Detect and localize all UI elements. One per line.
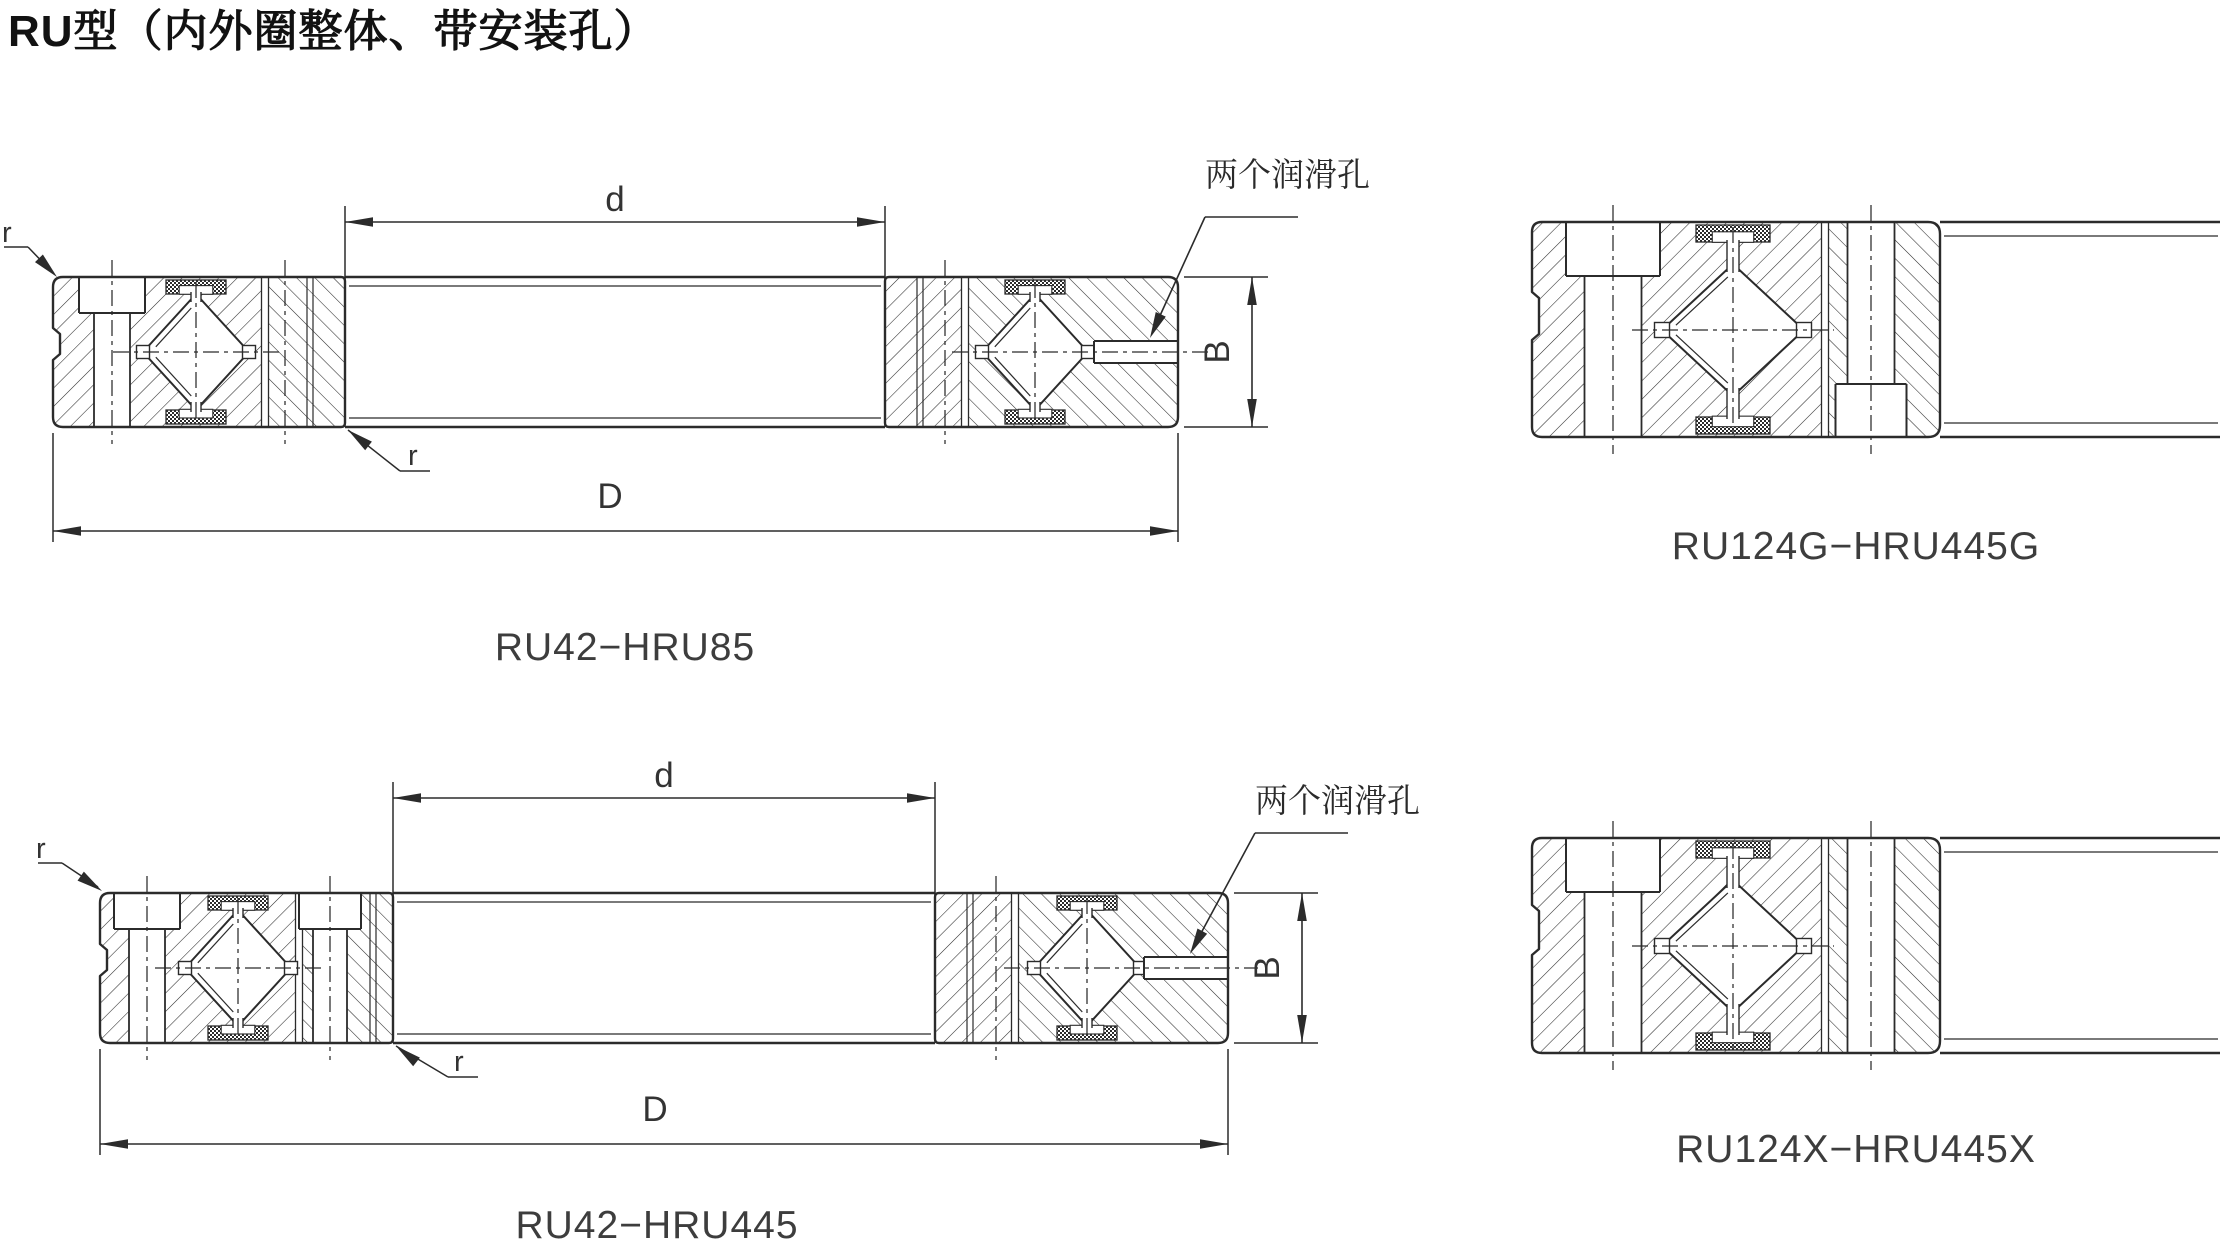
dim-label-B: B (1198, 340, 1237, 364)
part-label-ru124x-hru445x: RU124X−HRU445X (1676, 1128, 2036, 1171)
dim-label-D: D (597, 477, 623, 516)
dim-label-d: d (654, 756, 674, 795)
dim-label-D: D (642, 1090, 668, 1129)
radius-label: r (408, 440, 418, 472)
part-label-ru124g-hru445g: RU124G−HRU445G (1671, 525, 2041, 568)
lube-hole-label: 两个润滑孔 (1205, 156, 1370, 193)
bearing-cross-section (51, 275, 347, 429)
lube-hole-label: 两个润滑孔 (1255, 782, 1420, 819)
page-title: RU型（内外圈整体、带安装孔） (8, 7, 659, 56)
radius-label: r (454, 1046, 464, 1078)
dim-label-d: d (605, 180, 625, 219)
part-label-ru42-hru445: RU42−HRU445 (515, 1204, 799, 1243)
radius-label: r (36, 833, 46, 865)
radius-label: r (2, 217, 12, 249)
dim-label-B: B (1248, 956, 1287, 980)
part-label-ru42-hru85: RU42−HRU85 (494, 626, 756, 669)
